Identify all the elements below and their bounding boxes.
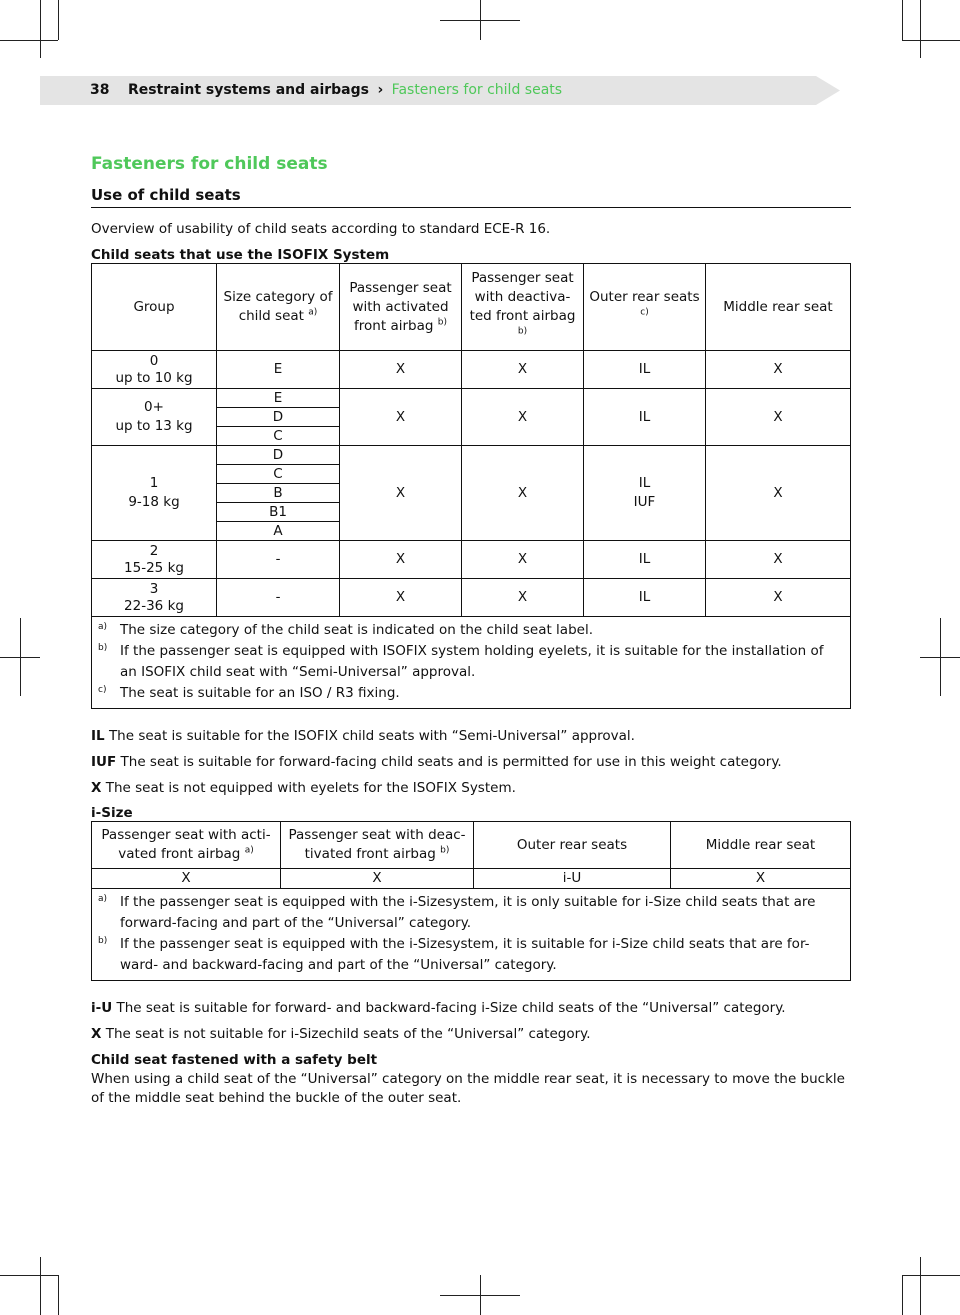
cell: X (340, 351, 462, 389)
cell: X (671, 869, 851, 889)
size-cell: B (217, 484, 340, 503)
footnotes-row (92, 617, 851, 709)
table-row (92, 541, 851, 579)
group-cell: 2 15-25 kg (92, 541, 217, 579)
intro-text: Overview of usability of child seats according to standard ECE-R 16. (91, 221, 551, 237)
table-header-row (92, 822, 851, 869)
cell: IL (584, 389, 706, 446)
main-content (91, 152, 851, 1108)
footnote: a) If the passenger seat is equipped with the i-Sizesystem, it is only suitable for i-Size child seats that are forward-facing and part of the “Universal” category. (98, 894, 816, 931)
header-outer-rear: Outer rear seats $^{c)}$ (584, 264, 706, 351)
cell: X (706, 541, 851, 579)
size-cell: D (217, 408, 340, 427)
isofix-table (91, 263, 851, 709)
isize-legend (91, 999, 851, 1044)
table-row (92, 389, 851, 408)
table-row (92, 351, 851, 389)
isofix-table-label: Child seats that use the ISOFIX System (91, 247, 390, 263)
isize-table-label: i-Size (91, 805, 133, 821)
size-cell: A (217, 522, 340, 541)
isize-table (91, 821, 851, 981)
cell: X (462, 351, 584, 389)
belt-text: When using a child seat of the “Universal” category on the middle rear seat, it is necessary to move the buckle of the middle seat behind the buckle of the outer seat. (91, 1071, 845, 1106)
legend-item: IL The seat is suitable for the ISOFIX child seats with “Semi-Universal” approval. (91, 728, 635, 744)
header-group: Group (92, 264, 217, 351)
footnote: a) The size category of the child seat is indicated on the child seat label. (98, 622, 593, 638)
legend-item: X The seat is not suitable for i-Sizechild seats of the “Universal” category. (91, 1026, 591, 1042)
footnote: c) The seat is suitable for an ISO / R3 fixing. (98, 685, 400, 701)
cell: X (706, 446, 851, 541)
cell: IL (584, 541, 706, 579)
cell: X (340, 579, 462, 617)
header-size-category: Size category of child seat $^{a)}$ (217, 264, 340, 351)
cell: X (340, 541, 462, 579)
cell: X (340, 446, 462, 541)
cell: X (706, 351, 851, 389)
breadcrumb-section[interactable]: Fasteners for child seats (391, 82, 563, 98)
size-cell: - (217, 541, 340, 579)
size-cell: D (217, 446, 340, 465)
section-subtitle: Use of child seats (91, 184, 851, 208)
header-passenger-activated: Passenger seat with activated front airbag $^{b)}$ (340, 264, 462, 351)
legend-item: IUF The seat is suitable for forward-facing child seats and is permitted for use in this weight category. (91, 754, 782, 770)
cell: IL (584, 579, 706, 617)
cell: X (92, 869, 281, 889)
size-cell: C (217, 465, 340, 484)
belt-heading: Child seat fastened with a safety belt (91, 1052, 378, 1068)
size-cell: E (217, 389, 340, 408)
size-cell: C (217, 427, 340, 446)
table-row (92, 579, 851, 617)
legend-item: i-U The seat is suitable for forward- and backward-facing i-Size child seats of the “Universal” category. (91, 1000, 786, 1016)
breadcrumb-chapter[interactable]: Restraint systems and airbags (127, 82, 369, 98)
group-cell: 3 22-36 kg (92, 579, 217, 617)
group-cell: 0 up to 10 kg (92, 351, 217, 389)
header-middle-rear: Middle rear seat (671, 822, 851, 869)
isofix-legend (91, 727, 851, 798)
header-passenger-deactivated: Passenger seat with deac-tivated front airbag $^{b)}$ (281, 822, 474, 869)
cell: IL IUF (584, 446, 706, 541)
cell: X (462, 446, 584, 541)
cell: X (462, 541, 584, 579)
table-row (92, 869, 851, 889)
header-middle-rear: Middle rear seat (706, 264, 851, 351)
legend-item: X The seat is not equipped with eyelets for the ISOFIX System. (91, 780, 516, 796)
cell: X (340, 389, 462, 446)
header-outer-rear: Outer rear seats (474, 822, 671, 869)
cell: i-U (474, 869, 671, 889)
cell: X (462, 389, 584, 446)
table-header-row (92, 264, 851, 351)
group-cell: 0+ up to 13 kg (92, 389, 217, 446)
header-passenger-deactivated: Passenger seat with deactiva-ted front airbag $^{b)}$ (462, 264, 584, 351)
page-header (90, 80, 562, 100)
size-cell: B1 (217, 503, 340, 522)
size-cell: E (217, 351, 340, 389)
cell: X (706, 389, 851, 446)
size-cell: - (217, 579, 340, 617)
cell: X (281, 869, 474, 889)
cell: X (706, 579, 851, 617)
page-title: Fasteners for child seats (91, 154, 328, 174)
cell: IL (584, 351, 706, 389)
footnotes (92, 617, 851, 709)
footnotes (92, 889, 851, 981)
group-cell: 1 9-18 kg (92, 446, 217, 541)
cell: X (462, 579, 584, 617)
footnotes-row (92, 889, 851, 981)
header-passenger-activated: Passenger seat with acti-vated front airbag $^{a)}$ (92, 822, 281, 869)
footnote: b) If the passenger seat is equipped with the i-Sizesystem, it is suitable for i-Size child seats that are for-ward- and backward-facing and part of the “Universal” category. (98, 936, 810, 973)
breadcrumb-separator: › (377, 82, 384, 98)
footnote: b) If the passenger seat is equipped with ISOFIX system holding eyelets, it is suitable for the installation of an ISOFIX child seat with “Semi-Universal” approval. (98, 643, 824, 680)
table-row (92, 446, 851, 465)
page-number: 38 (90, 82, 110, 98)
